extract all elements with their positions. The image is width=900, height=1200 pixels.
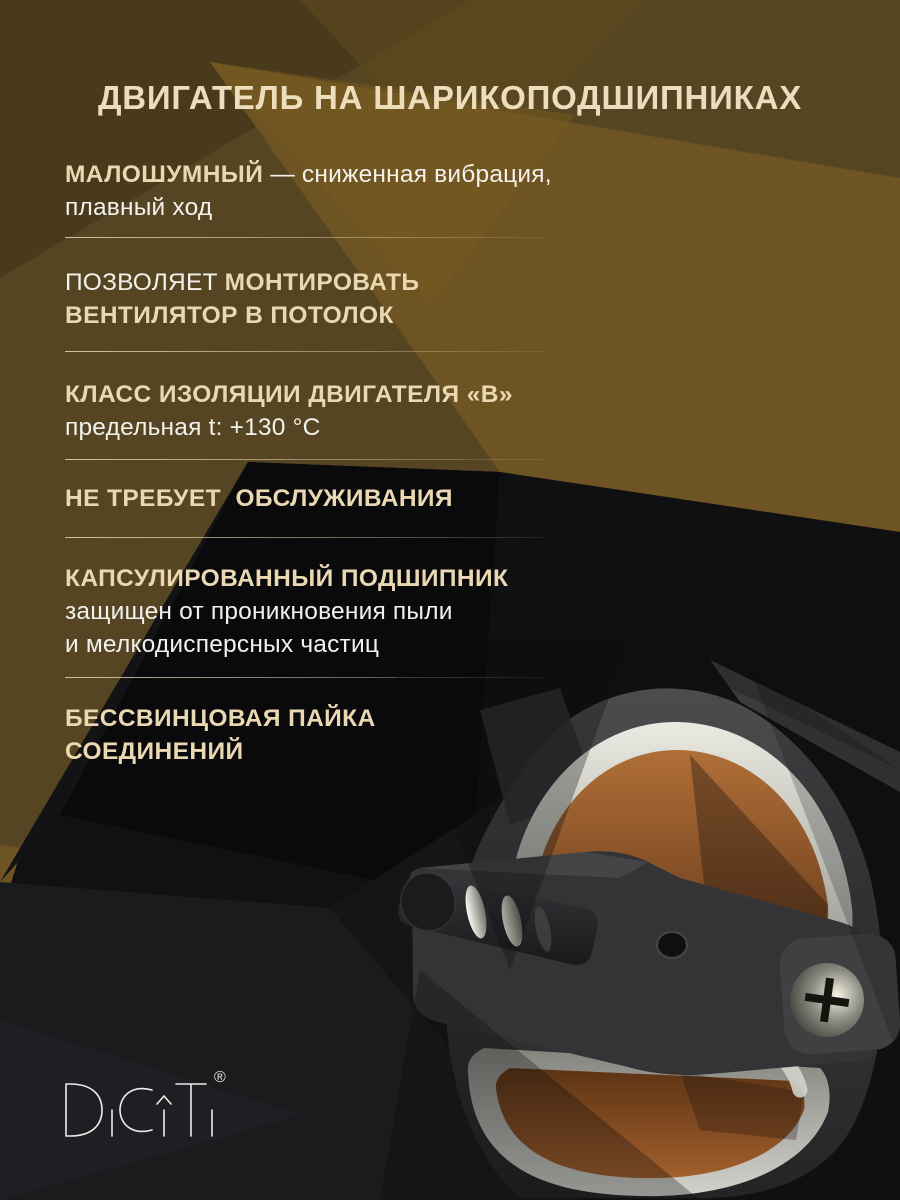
divider [65, 537, 546, 538]
feature-line: СОЕДИНЕНИЙ [65, 738, 244, 765]
divider [65, 351, 546, 352]
feature-encapsulated-bearing [65, 562, 570, 661]
feature-ceiling-mount [65, 266, 570, 332]
feature-strong-text: МАЛОШУМНЫЙ [65, 161, 264, 188]
feature-line: защищен от проникновения пыли [65, 598, 453, 625]
feature-insulation-class [65, 378, 570, 444]
brand-logo [64, 1069, 244, 1142]
feature-line [65, 266, 570, 299]
feature-no-maintenance [65, 482, 570, 515]
feature-line: ВЕНТИЛЯТОР В ПОТОЛОК [65, 302, 394, 329]
registered-mark: ® [214, 1069, 226, 1086]
feature-regular-text: ПОЗВОЛЯЕТ [65, 269, 225, 296]
feature-line: КЛАСС ИЗОЛЯЦИИ ДВИГАТЕЛЯ «В» [65, 381, 513, 408]
feature-line: НЕ ТРЕБУЕТ ОБСЛУЖИВАНИЯ [65, 485, 453, 512]
feature-regular-text: — сниженная вибрация, [263, 161, 552, 188]
feature-line: предельная t: +130 °C [65, 414, 321, 441]
feature-line [65, 158, 570, 191]
divider [65, 237, 546, 238]
feature-low-noise [65, 158, 570, 224]
feature-strong-text: МОНТИРОВАТЬ [224, 269, 420, 296]
divider [65, 459, 546, 460]
page-title: ДВИГАТЕЛЬ НА ШАРИКОПОДШИПНИКАХ [97, 79, 803, 117]
feature-line: КАПСУЛИРОВАННЫЙ ПОДШИПНИК [65, 565, 509, 592]
feature-line: БЕССВИНЦОВАЯ ПАЙКА [65, 705, 376, 732]
feature-line: плавный ход [65, 194, 213, 221]
feature-lead-free-solder [65, 702, 570, 768]
feature-line: и мелкодисперсных частиц [65, 631, 380, 658]
brand-logo-wordmark [64, 1082, 216, 1138]
